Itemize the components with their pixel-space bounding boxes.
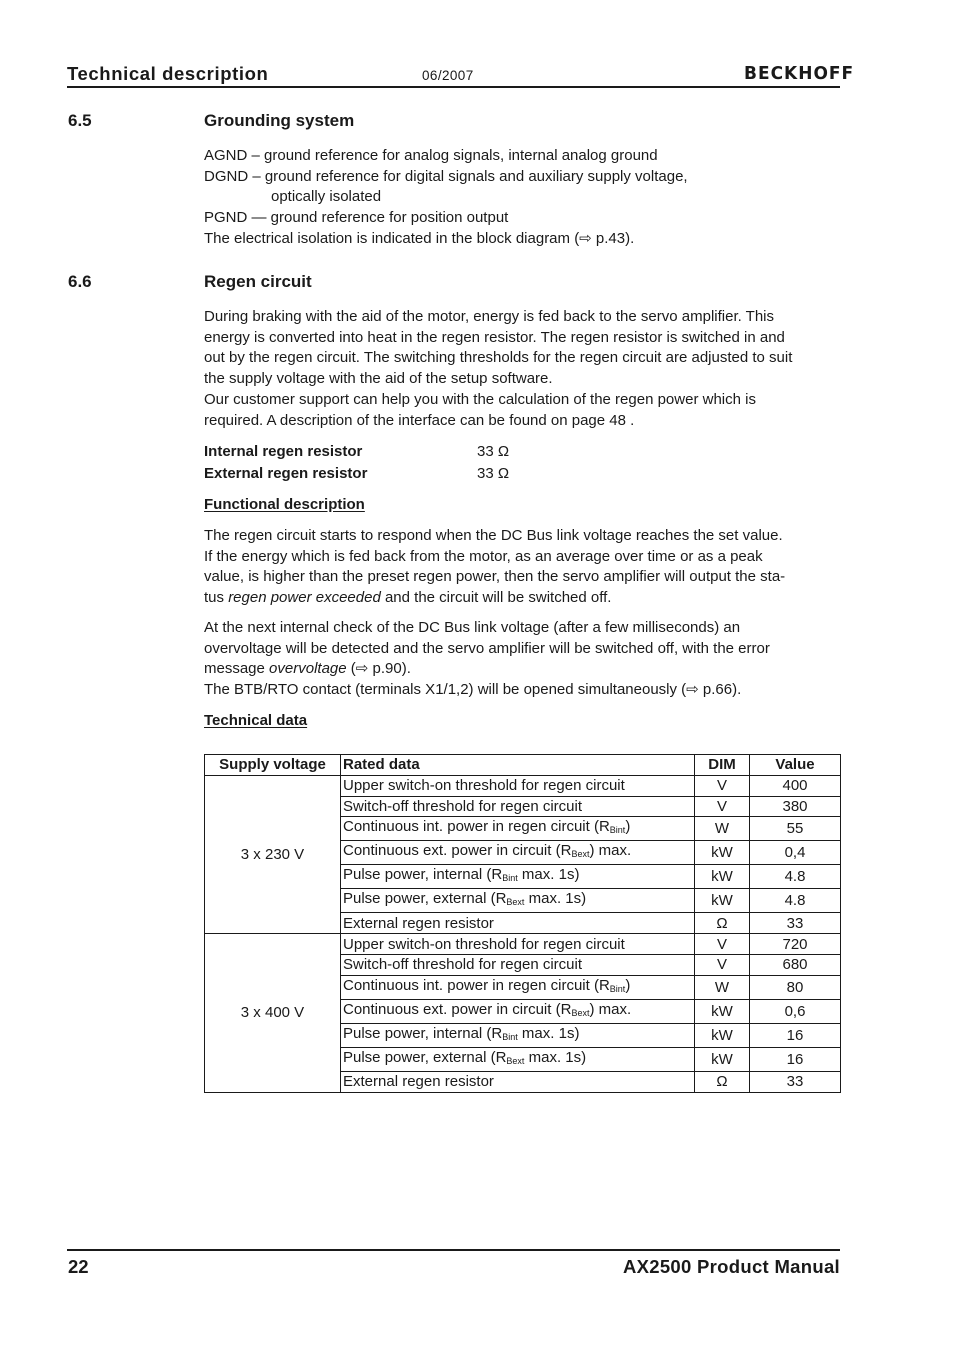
text-line: the supply voltage with the aid of the setup software.: [204, 370, 553, 388]
text-line: At the next internal check of the DC Bus link voltage (after a few milliseconds) an: [204, 619, 741, 636]
value-cell: 0,6: [750, 999, 841, 1023]
manual-title: AX2500 Product Manual: [622, 1256, 840, 1277]
header-rule: [67, 86, 840, 88]
rated-data-cell: [341, 913, 695, 934]
text-line: The regen circuit starts to respond when the DC Bus link voltage reaches the set value.: [204, 527, 783, 544]
internal-resistor-value: 33 Ω: [477, 443, 510, 460]
text-line: overvoltage will be detected and the servo amplifier will be switched off, with the error: [204, 639, 770, 657]
status-text: regen power exceeded: [228, 589, 381, 607]
table-row: [205, 934, 841, 955]
rated-data-text: ): [625, 818, 631, 836]
dim-cell: V: [695, 934, 750, 955]
subscript: Bint: [502, 873, 518, 884]
value-cell: 4.8: [750, 865, 841, 889]
value-cell: 4.8: [750, 889, 841, 913]
subscript: Bext: [571, 1007, 590, 1018]
rated-data-text: External regen resistor: [343, 1073, 494, 1091]
text-line: If the energy which is fed back from the motor, as an average over time or as a peak: [204, 547, 763, 565]
text-run: message: [204, 660, 270, 678]
dim-cell: W: [695, 817, 750, 841]
rated-data-text: Continuous ext. power in circuit (R: [343, 842, 572, 860]
dim-cell: W: [695, 975, 750, 999]
text-line: [204, 588, 844, 609]
internal-resistor-label: Internal regen resistor: [204, 443, 363, 460]
rated-data-text: max. 1s): [524, 890, 587, 908]
dim-cell: kW: [695, 1023, 750, 1047]
rated-data-cell: [341, 775, 695, 796]
header-title: Technical description: [67, 63, 269, 84]
subscript: Bint: [609, 983, 626, 994]
value-cell: 16: [750, 1023, 841, 1047]
section-title: Regen circuit: [204, 272, 312, 291]
supply-voltage-cell: 3 x 230 V: [205, 775, 341, 933]
rated-data-cell: [341, 999, 695, 1023]
value-cell: 55: [750, 817, 841, 841]
rated-data-text: ) max.: [589, 1000, 632, 1018]
column-header: DIM: [695, 755, 750, 776]
section-title: Grounding system: [204, 111, 355, 130]
value-cell: 33: [750, 1071, 841, 1092]
table-row: [205, 775, 841, 796]
rated-data-cell: [341, 889, 695, 913]
header-date: 06/2007: [422, 68, 474, 83]
text-run: and the circuit will be switched off.: [380, 589, 612, 607]
rated-data-text: Upper switch-on threshold for regen circuit: [343, 935, 625, 953]
text-line: optically isolated: [271, 188, 382, 206]
text-line: [204, 659, 844, 680]
dim-cell: Ω: [695, 1071, 750, 1092]
dim-cell: V: [695, 796, 750, 817]
dim-cell: kW: [695, 999, 750, 1023]
rated-data-text: Continuous int. power in regen circuit (R: [343, 818, 610, 836]
section-number: 6.5: [68, 111, 92, 130]
rated-data-text: External regen resistor: [343, 914, 494, 932]
value-cell: 80: [750, 975, 841, 999]
rated-data-text: ) max.: [589, 842, 632, 860]
external-resistor-label: External regen resistor: [204, 465, 368, 482]
rated-data-text: Continuous ext. power in circuit (R: [343, 1000, 572, 1018]
external-resistor-value: 33 Ω: [477, 465, 510, 482]
rated-data-text: ): [625, 976, 631, 994]
text-line: The BTB/RTO contact (terminals X1/1,2) will be opened simultaneously (⇨ p.66).: [204, 681, 742, 699]
technical-data-table: [204, 754, 841, 1093]
text-line: Our customer support can help you with the calculation of the regen power which is: [204, 390, 756, 408]
rated-data-text: Switch-off threshold for regen circuit: [343, 956, 582, 974]
rated-data-text: max. 1s): [517, 1024, 580, 1042]
text-line: During braking with the aid of the motor, energy is fed back to the servo amplifier. This: [204, 308, 775, 325]
rated-data-text: Continuous int. power in regen circuit (R: [343, 976, 610, 994]
dim-cell: kW: [695, 1047, 750, 1071]
text-line: out by the regen circuit. The switching thresholds for the regen circuit are adjusted to suit: [204, 349, 793, 367]
subscript: Bext: [571, 849, 590, 860]
technical-data-heading: Technical data: [204, 712, 308, 729]
text-line: AGND – ground reference for analog signals, internal analog ground: [204, 147, 658, 164]
subscript: Bext: [506, 897, 525, 908]
page-number: 22: [68, 1256, 89, 1277]
rated-data-text: max. 1s): [524, 1048, 587, 1066]
text-line: required. A description of the interface can be found on page 48 .: [204, 411, 635, 429]
rated-data-cell: [341, 841, 695, 865]
value-cell: 720: [750, 934, 841, 955]
rated-data-cell: [341, 796, 695, 817]
subscript: Bext: [506, 1055, 525, 1066]
rated-data-cell: [341, 1071, 695, 1092]
rated-data-cell: [341, 975, 695, 999]
value-cell: 680: [750, 954, 841, 975]
column-header: Rated data: [341, 755, 695, 776]
value-cell: 16: [750, 1047, 841, 1071]
dim-cell: Ω: [695, 913, 750, 934]
rated-data-text: Pulse power, external (R: [343, 890, 507, 908]
text-line: The electrical isolation is indicated in the block diagram (⇨ p.43).: [204, 229, 635, 247]
dim-cell: kW: [695, 865, 750, 889]
section-number: 6.6: [68, 272, 92, 291]
footer-rule: [67, 1249, 840, 1251]
rated-data-text: max. 1s): [517, 866, 580, 884]
rated-data-cell: [341, 934, 695, 955]
grounding-text: [204, 146, 844, 250]
subscript: Bint: [502, 1031, 518, 1042]
rated-data-text: Pulse power, internal (R: [343, 866, 503, 884]
text-line: value, is higher than the preset regen power, then the servo amplifier will output the sta-: [204, 568, 786, 586]
supply-voltage-cell: 3 x 400 V: [205, 934, 341, 1092]
rated-data-cell: [341, 1047, 695, 1071]
text-line: energy is converted into heat in the regen resistor. The regen resistor is switched in and: [204, 328, 785, 346]
dim-cell: kW: [695, 841, 750, 865]
rated-data-cell: [341, 1023, 695, 1047]
rated-data-text: Switch-off threshold for regen circuit: [343, 797, 582, 815]
functional-description-heading: Functional description: [204, 496, 365, 513]
functional-paragraph-1: [204, 526, 844, 609]
rated-data-text: Pulse power, external (R: [343, 1048, 507, 1066]
functional-paragraph-2: [204, 618, 844, 701]
rated-data-text: Pulse power, internal (R: [343, 1024, 503, 1042]
value-cell: 380: [750, 796, 841, 817]
dim-cell: V: [695, 954, 750, 975]
text-run: tus: [204, 589, 229, 607]
text-run: (⇨ p.90).: [346, 660, 411, 678]
value-cell: 400: [750, 775, 841, 796]
rated-data-cell: [341, 954, 695, 975]
text-line: PGND — ground reference for position output: [204, 209, 509, 227]
error-message-text: overvoltage: [269, 660, 347, 678]
rated-data-cell: [341, 817, 695, 841]
rated-data-text: Upper switch-on threshold for regen circuit: [343, 777, 625, 795]
subscript: Bint: [609, 825, 626, 836]
dim-cell: kW: [695, 889, 750, 913]
rated-data-cell: [341, 865, 695, 889]
value-cell: 0,4: [750, 841, 841, 865]
table-header-row: [205, 755, 841, 776]
value-cell: 33: [750, 913, 841, 934]
text-line: DGND – ground reference for digital signals and auxiliary supply voltage,: [204, 167, 688, 185]
column-header: Value: [750, 755, 841, 776]
column-header: Supply voltage: [205, 755, 341, 776]
dim-cell: V: [695, 775, 750, 796]
regen-intro: [204, 307, 844, 431]
brand-logo: BECKHOFF: [744, 63, 855, 85]
